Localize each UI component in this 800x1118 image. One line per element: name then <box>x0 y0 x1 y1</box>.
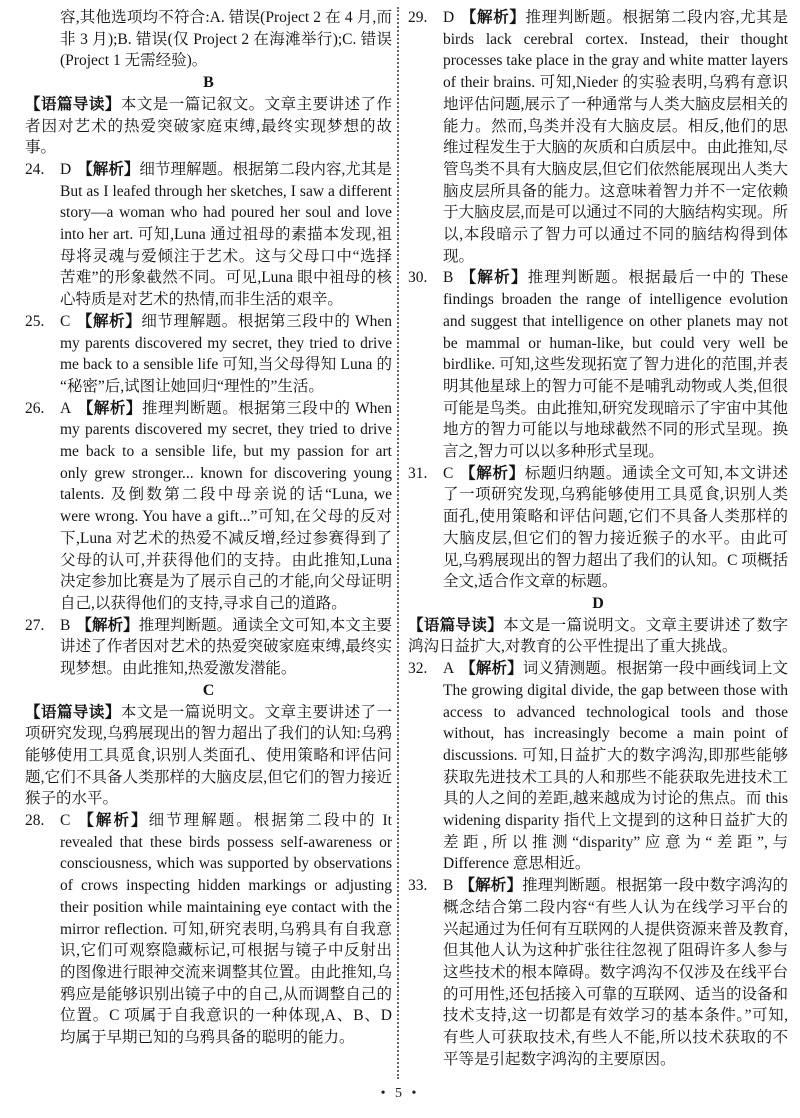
analysis-text: 推理判断题。根据第三段中的 When my parents discovered my secret, they tried to drive me back to a sensible life, but my passion for art only grew stronger... known for discovering young talents. 及倒数第二段中母亲说的话“Luna, we were wrong. You have a gift...”可知,在父母的反对下,Luna 对艺术的热爱不减反增,经过参赛得到了父母的认可,并获得他们的支持。由此推知,Luna 决定参加比赛是为了展示自己的才能,向父母证明自己,以获得他们的支持,寻求自己的道路。 <box>60 399 392 612</box>
answer-letter: D <box>443 9 455 26</box>
item-number: 26. <box>25 399 45 417</box>
answer-letter: B <box>443 877 454 895</box>
analysis-tag: 【解析】 <box>460 9 526 26</box>
passage-guide-b <box>25 94 392 159</box>
item-number: 31. <box>408 464 428 482</box>
right-column <box>399 7 800 1079</box>
answer-item-30 <box>408 267 788 462</box>
item-number: 30. <box>408 269 428 287</box>
item-number: 32. <box>408 660 428 678</box>
answer-item-25 <box>25 311 392 398</box>
page-number: • 5 • <box>380 1086 420 1101</box>
analysis-tag: 【解析】 <box>76 812 149 830</box>
section-label-c: C <box>202 681 215 699</box>
item-body <box>60 810 392 1049</box>
analysis-text: 细节理解题。根据第二段内容,尤其是 But as I leafed through her sketches, I saw a different story—a woman who had poured her soul and love into her art. 可知,Luna 通过祖母的素描本发现,祖母将灵魂与爱倾注于艺术。这与父母口中“选择苦难”的形象截然不同。可见,Luna 眼中祖母的核心特质是对艺术的热情,而非生活的艰辛。 <box>60 160 392 309</box>
guide-text: 本文是一篇说明文。文章主要讲述了一项研究发现,乌鸦展现出的智力超出了我们的认知:乌鸦能够使用工具觅食,识别人类面孔、使用策略和评估问题,它们不具备人类那样的大脑皮层,但它们的智力接近猴子的水平。 <box>25 703 392 808</box>
guide-text: 本文是一篇说明文。文章主要讲述了数字鸿沟日益扩大,对教育的公平性提出了重大挑战。 <box>408 616 788 656</box>
item-number: 28. <box>25 812 45 830</box>
analysis-text: 推理判断题。根据第二段内容,尤其是 birds lack cerebral cortex. Instead, their thought processes take place in the gray and white matter layers of their brains. 可知,Nieder 的实验表明,乌鸦有意识地评估问题,展示了一种通常与人类大脑皮层相关的能力。然而,鸟类并没有大脑皮层。相反,他们的思维过程发生于大脑的灰质和白质层中。由此推知,尽管鸟类不具有大脑皮层,但它们依然能展现出人类大脑皮层所具备的能力。这意味着智力并不一定依赖于大脑皮层,而是可以通过不同的大脑结构实现。所以,本段暗示了智力可以通过不同的脑结构得到体现。 <box>443 9 788 265</box>
item-number: 29. <box>408 9 428 26</box>
analysis-tag: 【解析】 <box>77 160 140 178</box>
item-body <box>443 463 788 593</box>
answer-letter: D <box>60 160 72 178</box>
analysis-tag: 【解析】 <box>459 877 523 895</box>
answer-item-32 <box>408 658 788 875</box>
item-body <box>60 398 392 615</box>
answer-letter: C <box>60 812 71 830</box>
item-number: 27. <box>25 616 45 634</box>
item-number: 33. <box>408 877 428 895</box>
answer-item-27 <box>25 615 392 680</box>
answer-item-26 <box>25 398 392 615</box>
answer-item-31 <box>408 463 788 593</box>
analysis-tag: 【解析】 <box>76 616 139 634</box>
left-column <box>0 7 399 1079</box>
answer-letter: B <box>60 616 71 634</box>
answer-item-24 <box>25 159 392 311</box>
item-number: 24. <box>25 160 45 178</box>
item-number: 25. <box>25 312 45 330</box>
answer-letter: C <box>60 312 71 330</box>
analysis-text: 词义猜测题。根据第一段中画线词上文 The growing digital divide, the gap between those with access to advanced technological tools and those without, has increasingly become a main point of discussions. 可知,日益扩大的数字鸿沟,即那些能够获取先进技术工具的人和那些不能获取先进技术工具的人之间的差距,越来越成为讨论的焦点。而 this widening disparity 指代上文提到的这种日益扩大的差距,所以推测“disparity”应意为“差距”,与 Difference 意思相近。 <box>443 660 788 873</box>
item-body <box>60 615 392 680</box>
analysis-text: 推理判断题。通读全文可知,本文主要讲述了作者因对艺术的热爱突破家庭束缚,最终实现梦想。由此推知,热爱激发潜能。 <box>60 616 392 678</box>
analysis-text: 推理判断题。根据最后一中的 These findings broaden the range of intelligence evolution and suggest that intelligence on other planets may not be mammal or human-like, but could very well be birdlike. 可知,这些发现拓宽了智力进化的范围,并表明其他星球上的智力可能不是哺乳动物或人类,但很可能是鸟类。由此推知,研究发现暗示了宇宙中其他地方的智力可能以与地球截然不同的形式呈现。换言之,智力可以以多种形式呈现。 <box>443 269 788 461</box>
section-label-b: B <box>203 74 214 92</box>
answer-letter: A <box>60 399 72 417</box>
analysis-tag: 【解析】 <box>76 312 142 330</box>
continuation-paragraph: 容,其他选项均不符合:A. 错误(Project 2 在 4 月,而非 3 月);B. 错误(仅 Project 2 在海滩举行);C. 错误(Project 1 无需经验)。 <box>60 9 392 70</box>
answer-letter: B <box>443 269 454 287</box>
item-body <box>443 267 788 462</box>
item-body <box>60 159 392 311</box>
item-body <box>60 311 392 398</box>
guide-text: 本文是一篇记叙文。文章主要讲述了作者因对艺术的热爱突破家庭束缚,最终实现梦想的故事。 <box>25 95 392 157</box>
item-body <box>443 7 788 267</box>
answer-item-29 <box>408 7 788 267</box>
analysis-text: 标题归纳题。通读全文可知,本文讲述了一项研究发现,乌鸦能够使用工具觅食,识别人类面孔,使用策略和评估问题,它们不具备人类那样的大脑皮层,但它们的智力接近猴子的水平。由此可见,乌鸦展现出的智力超出了我们的认知。C 项概括全文,适合作文章的标题。 <box>443 464 788 591</box>
passage-guide-d <box>408 615 788 658</box>
analysis-text: 推理判断题。根据第一段中数字鸿沟的概念结合第二段内容“有些人认为在线学习平台的兴起通过为任何有互联网的人提供资源来普及教育,但其他人认为这种扩张往往忽视了阻碍许多人参与这些技术的根本障碍。数字鸿沟不仅涉及在线平台的可用性,还包括接入可靠的互联网、适当的设备和技术支持,这一切都是有效学习的基本条件。”可知,有些人可获取技术,有些人不能,所以技术获取的不平等是引起数字鸿沟的主要原因。 <box>443 877 788 1068</box>
analysis-tag: 【解析】 <box>459 464 525 482</box>
answer-letter: A <box>443 660 455 678</box>
analysis-tag: 【解析】 <box>459 269 528 287</box>
item-body <box>443 658 788 875</box>
section-label-d: D <box>592 594 604 612</box>
analysis-text: 细节理解题。根据第三段中的 When my parents discovered my secret, they tried to drive me back to a sensible life 可知,当父母得知 Luna 的“秘密”后,试图让她回归“理性的”生活。 <box>60 312 392 395</box>
analysis-text: 细节理解题。根据第二段中的 It revealed that these birds possess self-awareness or consciousness, which was supported by observations of crows inspecting hidden markings or adjusting their position while maintaining eye contact with the mirror reflection. 可知,研究表明,乌鸦具有自我意识,它们可观察隐藏标记,可根据与镜子中反射出的图像进行眼神交流来调整其位置。由此推知,乌鸦应是能够识别出镜子中的自己,从而调整自己的位置。C 项属于自我意识的一种体现,A、B、D 均属于早期已知的乌鸦具备的聪明的能力。 <box>60 812 392 1047</box>
answer-letter: C <box>443 464 454 482</box>
guide-label: 【语篇导读】 <box>408 616 504 634</box>
passage-guide-c <box>25 702 392 811</box>
item-body <box>443 875 788 1070</box>
guide-label: 【语篇导读】 <box>25 703 121 721</box>
answer-item-28 <box>25 810 392 1049</box>
analysis-tag: 【解析】 <box>460 660 523 678</box>
guide-label: 【语篇导读】 <box>25 95 121 113</box>
answer-item-33 <box>408 875 788 1070</box>
analysis-tag: 【解析】 <box>77 399 142 417</box>
